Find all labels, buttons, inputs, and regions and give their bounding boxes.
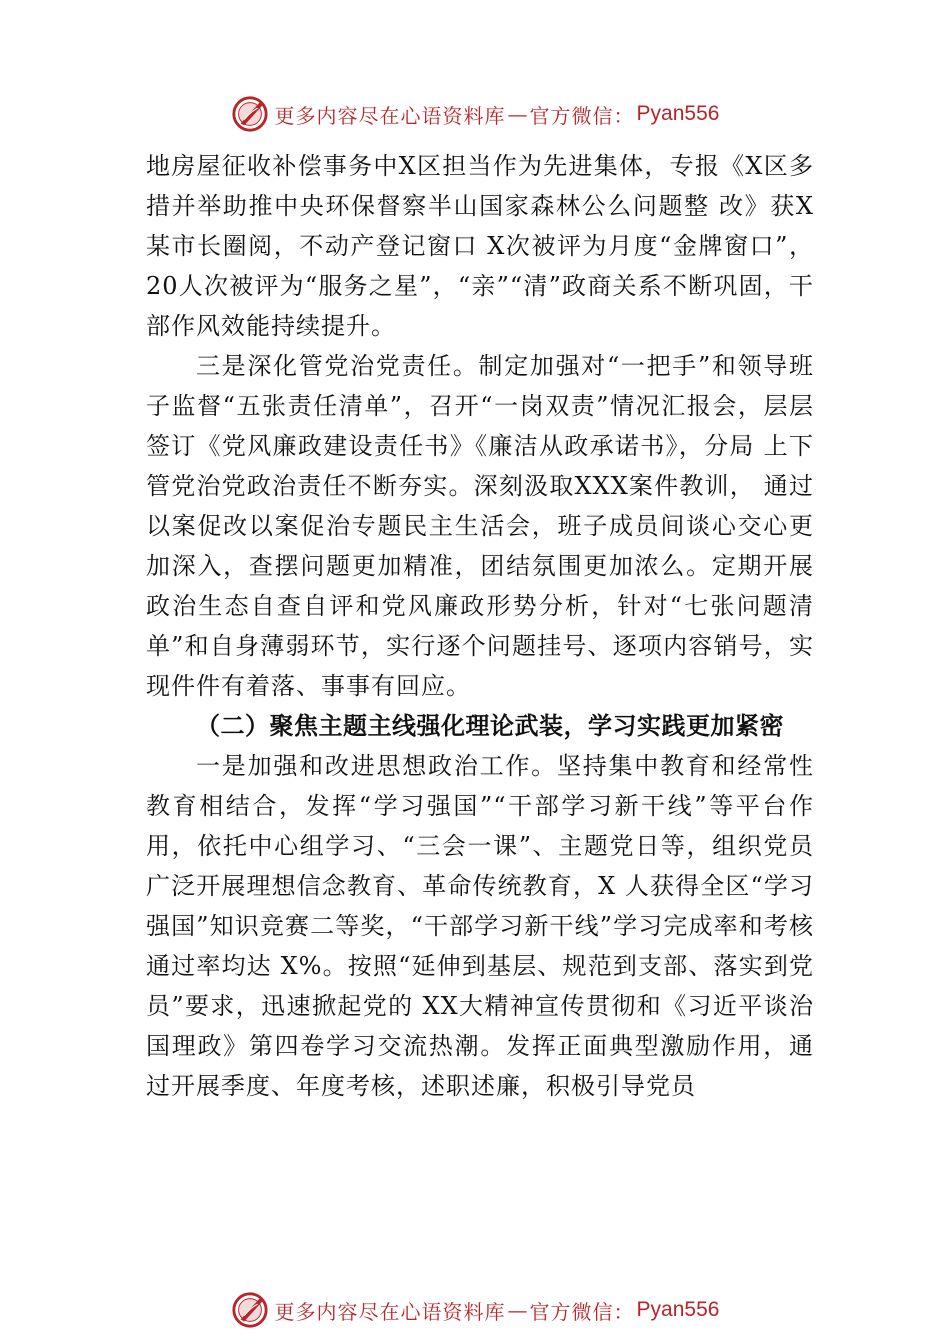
quill-seal-icon: [231, 95, 269, 133]
paragraph-ideological-work: 一是加强和改进思想政治工作。坚持集中教育和经常性教育相结合，发挥“学习强国”“干部学习新干线”等平台作用，依托中心组学习、“三会一课”、主题党日等，组织党员广泛开展理想信念教育、革命传统教育，X 人获得全区“学习强国”知识竞赛二等奖，“干部学习新干线”学习完成率和考核通过率均达 X%。按照“延伸到基层、规范到支部、落实到党员”要求，迅速掀起党的 XX大精神宣传贯彻和《习近平谈治国理政》第四卷学习交流热潮。发挥正面典型激励作用，通过开展季度、年度考核，述职述廉，积极引导党员: [146, 752, 814, 1100]
header-banner: [0, 94, 950, 134]
footer-banner: [0, 1290, 950, 1330]
document-body: [146, 146, 814, 1106]
quill-seal-icon: [231, 1291, 269, 1329]
banner-wechat-handle: Pyan556: [636, 102, 720, 125]
section-heading: （二）聚焦主题主线强化理论武装，学习实践更加紧密: [196, 711, 784, 740]
footer-banner-dash: —: [507, 1298, 528, 1322]
paragraph-party-responsibility: 三是深化管党治党责任。制定加强对“一把手”和领导班子监督“五张责任清单”，召开“一岗双责”情况汇报会，层层签订《党风廉政建设责任书》《廉洁从政承诺书》，分局 上下管党治党政治责任不断夯实。深刻汲取XXX案件教训， 通过以案促改以案促治专题民主生活会，班子成员间谈心交心更加深入，查摆问题更加精准，团结氛围更加浓么。定期开展政治生态自查自评和党风廉政形势分析，针对“七张问题清单”和自身薄弱环节，实行逐个问题挂号、逐项内容销号，实现件件有着落、事事有回应。: [146, 352, 814, 700]
banner-dash: —: [507, 102, 528, 126]
footer-banner-title: 更多内容尽在心语资料库: [274, 1299, 506, 1324]
banner-title: 更多内容尽在心语资料库: [274, 103, 506, 128]
paragraph-continuation: 地房屋征收补偿事务中X区担当作为先进集体，专报《X区多措并举助推中央环保督察半山国家森林公么问题整 改》获X某市长圈阅，不动产登记窗口 X次被评为月度“金牌窗口”，20人次被评为“服务之星”，“亲”“清”政商关系不断巩固，干部作风效能持续提升。: [146, 152, 814, 340]
footer-banner-wechat-handle: Pyan556: [636, 1298, 720, 1321]
banner-wechat-label: 官方微信：: [529, 103, 635, 128]
footer-banner-wechat-label: 官方微信：: [529, 1299, 635, 1324]
